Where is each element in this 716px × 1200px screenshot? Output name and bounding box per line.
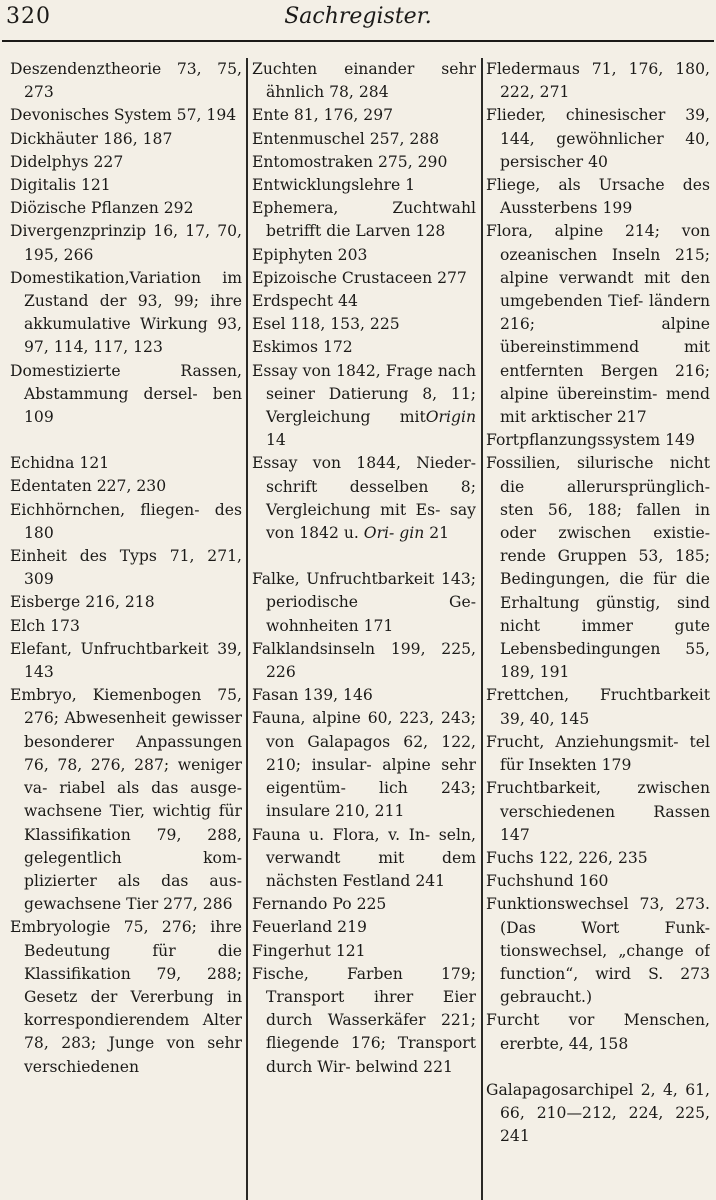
entry-italic-text: Origin: [425, 408, 476, 427]
entry-text: Eskimos 172: [252, 338, 353, 357]
entry-text: Flieder, chinesischer 39, 144, gewöhnlicher 40, persischer 40: [486, 106, 710, 171]
entry-text: Falke, Unfruchtbarkeit 143; periodische Ge- wohnheiten 171: [252, 570, 476, 635]
index-entry: [486, 847, 710, 870]
index-entry: [252, 197, 476, 243]
entry-text: Deszendenztheorie 73, 75, 273: [10, 60, 242, 102]
entry-text: Diözische Pflanzen 292: [10, 199, 194, 218]
index-entry: [10, 220, 242, 266]
index-entry: [252, 360, 476, 453]
entry-text: Edentaten 227, 230: [10, 477, 167, 496]
entry-text: Frucht, Anziehungsmit- tel für Insekten 179: [486, 732, 710, 775]
entry-text: Fossilien, silurische nicht die allerursprünglich- sten 56, 188; fallen in oder zwischen existie- rende Gruppen 53, 185; Bedingungen, die für die Erhaltung günstig, sind nicht immer gute Lebensbedingungen 55, 189, 191: [486, 454, 710, 682]
entry-text: Fauna, alpine 60, 223, 243; von Galapagos 62, 122, 210; insular- alpine sehr eigentüm- lich 243; insulare 210, 211: [252, 709, 476, 821]
index-entry: [486, 1009, 710, 1055]
entry-text: Fledermaus 71, 176, 180, 222, 271: [486, 60, 710, 102]
entry-text: Ephemera, Zuchtwahl betrifft die Larven 128: [252, 199, 476, 241]
index-entry: [10, 638, 242, 684]
entry-text: Frettchen, Fruchtbarkeit 39, 40, 145: [486, 686, 710, 728]
entry-text: Domestizierte Rassen, Abstammung dersel- ben 109: [10, 361, 242, 427]
entry-text: Fliege, als Ursache des Aussterbens 199: [486, 176, 710, 218]
entry-text: Ente 81, 176, 297: [252, 106, 394, 125]
entry-text: Fuchshund 160: [486, 872, 609, 891]
index-entry: [10, 452, 242, 475]
entry-tail-text: 14: [266, 431, 286, 450]
index-entry: [252, 963, 476, 1079]
entry-text: Devonisches System 57, 194: [10, 106, 237, 125]
header-rule: [2, 40, 714, 42]
entry-text: Galapagosarchipel 2, 4, 61, 66, 210—212, 224, 225, 241: [486, 1080, 710, 1146]
index-entry: [252, 824, 476, 894]
entry-tail-text: 21: [424, 524, 450, 543]
entry-text: Entenmuschel 257, 288: [252, 129, 440, 148]
entry-text: Embryo, Kiemenbogen 75, 276; Abwesenheit gewisser besonderer Anpassungen 76, 78, 276, 287; weniger va- riabel als das ausge- wachsene Tier, wichtig für Klassifikation 79, 288, gelegentlich kom- plizierter als das aus- gewachsene Tier 277, 286: [10, 686, 242, 914]
index-entry: [252, 684, 476, 707]
entry-text: Epiphyten 203: [252, 245, 368, 264]
index-entry: [486, 452, 710, 684]
index-entry: [10, 545, 242, 591]
entry-text: Entwicklungslehre 1: [252, 176, 416, 195]
entry-text: Esel 118, 153, 225: [252, 315, 400, 334]
entry-text: Feuerland 219: [252, 918, 367, 937]
index-entry: [10, 615, 242, 638]
entry-text: Fuchs 122, 226, 235: [486, 848, 648, 867]
entry-italic-text: Ori- gin: [358, 524, 425, 543]
entry-text: Elefant, Unfruchtbarkeit 39, 143: [10, 639, 242, 682]
index-entry: [252, 336, 476, 359]
entry-text: Fingerhut 121: [252, 941, 366, 960]
entry-text: Funktionswechsel 73, 273. (Das Wort Funk- tionswechsel, „change of function“, wird S. 273 gebraucht.): [486, 895, 710, 1007]
index-entry: [252, 267, 476, 290]
entry-text: Essay von 1842, Frage nach seiner Datierung 8, 11; Vergleichung mit: [252, 361, 476, 427]
entry-text: Essay von 1844, Nieder- schrift desselben 8; Vergleichung mit Es- say von 1842 u.: [252, 454, 476, 543]
index-entry: [252, 244, 476, 267]
entry-text: Zuchten einander sehr ähnlich 78, 284: [252, 60, 476, 102]
entry-text: Fortpflanzungssystem 149: [486, 431, 695, 450]
page-number: 320: [6, 4, 51, 29]
index-entry: [252, 151, 476, 174]
index-column-2: [252, 58, 476, 1200]
index-entry: [252, 916, 476, 939]
entry-text: Fische, Farben 179; Transport ihrer Eier durch Wasserkäfer 221; fliegende 176; Transport durch Wir- belwind 221: [252, 964, 476, 1076]
column-divider: [246, 58, 248, 1200]
entry-text: Embryologie 75, 276; ihre Bedeutung für die Klassifikation 79, 288; Gesetz der Vererbung in korrespondierendem Alter 78, 283; Junge von sehr verschiedenen: [10, 918, 242, 1076]
index-entry: [10, 128, 242, 151]
index-entry: [252, 893, 476, 916]
entry-text: Flora, alpine 214; von ozeanischen Inseln 215; alpine verwandt mit den umgebenden Tief- ländern 216; alpine übereinstimmend mit entfernten Bergen 216; alpine übereinstim- mend mit arktischer 217: [486, 222, 710, 427]
entry-text: Didelphys 227: [10, 152, 124, 171]
entry-text: Fasan 139, 146: [252, 686, 373, 705]
index-entry: [486, 220, 710, 429]
index-entry: [486, 104, 710, 174]
index-entry: [486, 58, 710, 104]
entry-text: Fruchtbarkeit, zwischen verschiedenen Rassen 147: [486, 779, 710, 844]
column-divider: [481, 58, 483, 1200]
index-entry: [10, 684, 242, 916]
index-entry: [486, 731, 710, 777]
entry-text: Fauna u. Flora, v. In- seln, verwandt mit dem nächsten Festland 241: [252, 825, 476, 890]
entry-text: Domestikation,Variation im Zustand der 93, 99; ihre akkumulative Wirkung 93, 97, 114, 117, 123: [10, 268, 242, 357]
index-entry: [10, 360, 242, 430]
index-entry: [252, 104, 476, 127]
index-entry: [252, 58, 476, 104]
index-entry: [10, 499, 242, 545]
index-entry: [10, 916, 242, 1078]
index-entry: [10, 591, 242, 614]
index-entry: [252, 452, 476, 545]
index-entry: [252, 638, 476, 684]
entry-text: Eichhörnchen, fliegen- des 180: [10, 500, 242, 542]
index-entry: [10, 267, 242, 360]
index-entry: [10, 104, 242, 127]
index-entry: [486, 429, 710, 452]
index-entry: [252, 313, 476, 336]
entry-text: Einheit des Typs 71, 271, 309: [10, 547, 242, 589]
entry-text: Divergenzprinzip 16, 17, 70, 195, 266: [10, 222, 242, 264]
index-entry: [10, 174, 242, 197]
entry-text: Entomostraken 275, 290: [252, 152, 448, 171]
index-entry: [252, 707, 476, 823]
index-column-1: [10, 58, 242, 1200]
entry-text: Fernando Po 225: [252, 895, 387, 914]
index-entry: [486, 174, 710, 220]
entry-text: Furcht vor Menschen, ererbte, 44, 158: [486, 1011, 710, 1053]
index-entry: [486, 684, 710, 730]
index-entry: [252, 290, 476, 313]
index-column-3: [486, 58, 710, 1200]
index-entry: [10, 151, 242, 174]
index-entry: [252, 940, 476, 963]
index-entry: [10, 197, 242, 220]
index-entry: [486, 1079, 710, 1149]
entry-text: Falklandsinseln 199, 225, 226: [252, 639, 476, 682]
index-entry: [486, 893, 710, 1009]
index-entry: [252, 568, 476, 638]
index-entry: [10, 475, 242, 498]
entry-text: Elch 173: [10, 616, 80, 635]
entry-text: Digitalis 121: [10, 176, 111, 195]
page-header: [0, 0, 716, 44]
entry-text: Eisberge 216, 218: [10, 593, 155, 612]
running-head: Sachregister.: [284, 4, 432, 29]
index-entry: [10, 58, 242, 104]
entry-text: Dickhäuter 186, 187: [10, 129, 173, 148]
index-entry: [252, 128, 476, 151]
index-entry: [486, 777, 710, 847]
entry-text: Echidna 121: [10, 454, 110, 473]
entry-text: Epizoische Crustaceen 277: [252, 268, 467, 287]
index-entry: [252, 174, 476, 197]
entry-text: Erdspecht 44: [252, 292, 358, 311]
index-entry: [486, 870, 710, 893]
